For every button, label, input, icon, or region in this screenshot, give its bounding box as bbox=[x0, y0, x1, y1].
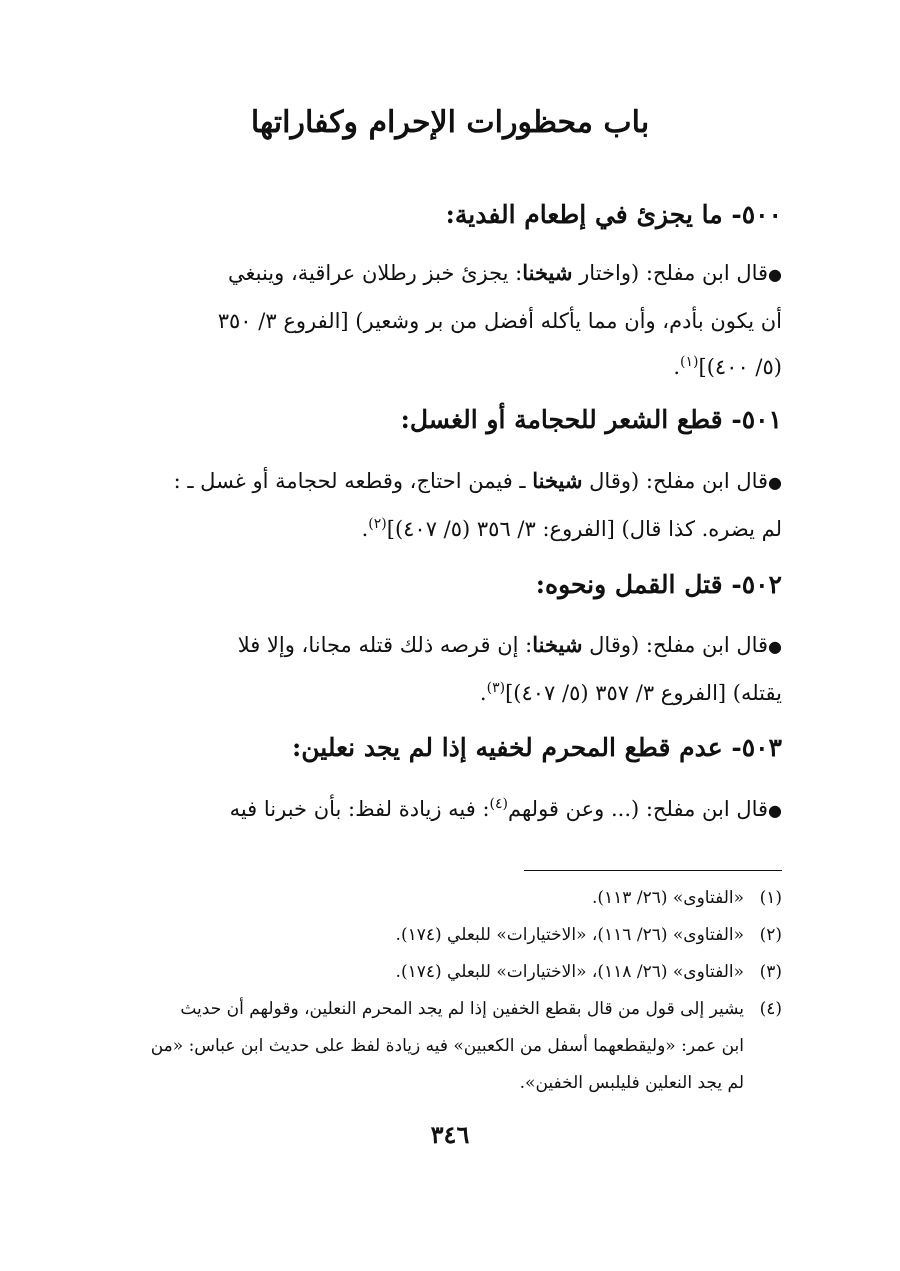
quote-text: : إن قرصه ذلك قتله مجانا، وإلا فلا bbox=[237, 633, 533, 657]
quote-text: : يجزئ خبز رطلان عراقية، وينبغي bbox=[228, 261, 523, 285]
footnote-1 bbox=[118, 880, 782, 917]
footnote-number: (٣) bbox=[759, 962, 782, 982]
paragraph-501 bbox=[118, 458, 782, 552]
paragraph-line: أن يكون بأدم، وأن مما يأكله أفضل من بر وشعير) [الفروع ٣/ ٣٥٠ bbox=[217, 309, 782, 333]
footnote-marker: (٤) bbox=[489, 796, 509, 812]
footnote-marker: (٢) bbox=[368, 516, 387, 532]
paragraph-line bbox=[118, 622, 782, 670]
quote-text: ـ فيمن احتاج، وقطعه لحجامة أو غسل ـ : bbox=[173, 469, 533, 493]
paragraph-line bbox=[118, 250, 782, 298]
paragraph-500 bbox=[118, 250, 782, 390]
footnote-marker: (١) bbox=[680, 354, 699, 370]
footnote-text: يشير إلى قول من قال بقطع الخفين إذا لم يجد المحرم النعلين، وقولهم أن حديث bbox=[180, 999, 744, 1019]
paragraph-line bbox=[118, 506, 782, 552]
bullet-icon: ● bbox=[768, 473, 782, 492]
shaikh-term: شيخنا bbox=[522, 260, 573, 285]
footnote-2 bbox=[118, 917, 782, 954]
bullet-icon: ● bbox=[768, 801, 782, 820]
paragraph-line bbox=[118, 670, 782, 716]
chapter-title: باب محظورات الإحرام وكفاراتها bbox=[250, 105, 650, 140]
footnote-text: «الفتاوى» (٢٦/ ١١٣). bbox=[591, 888, 744, 908]
footnote-text-continued: لم يجد النعلين فليلبس الخفين». bbox=[519, 1073, 744, 1093]
section-heading-503: ٥٠٣- عدم قطع المحرم لخفيه إذا لم يجد نعلين: bbox=[292, 733, 782, 762]
paragraph-502 bbox=[118, 622, 782, 716]
paragraph-line bbox=[118, 786, 782, 834]
footnote-number: (١) bbox=[759, 888, 782, 908]
reference-text: لم يضره. كذا قال) [الفروع: ٣/ ٣٥٦ (٥/ ٤٠٧)] bbox=[386, 517, 782, 541]
footnote-number: (٤) bbox=[759, 999, 782, 1019]
quote-intro: قال ابن مفلح: (واختار bbox=[572, 261, 769, 285]
bullet-icon: ● bbox=[768, 265, 782, 284]
footnote-text-continued: ابن عمر: «وليقطعهما أسفل من الكعبين» فيه زيادة لفظ على حديث ابن عباس: «من bbox=[150, 1036, 744, 1056]
sentence-end: . bbox=[673, 355, 681, 379]
quote-intro: قال ابن مفلح: (وقال bbox=[582, 469, 769, 493]
shaikh-term: شيخنا bbox=[532, 468, 583, 493]
footnote-text: «الفتاوى» (٢٦/ ١١٨)، «الاختيارات» للبعلي (١٧٤). bbox=[395, 962, 744, 982]
paragraph-503 bbox=[118, 786, 782, 834]
section-heading-500: ٥٠٠- ما يجزئ في إطعام الفدية: bbox=[445, 200, 782, 229]
quote-text: : فيه زيادة لفظ: بأن خبرنا فيه bbox=[229, 797, 490, 821]
bullet-icon: ● bbox=[768, 637, 782, 656]
section-heading-501: ٥٠١- قطع الشعر للحجامة أو الغسل: bbox=[400, 405, 782, 434]
quote-intro: قال ابن مفلح: (... وعن قولهم bbox=[508, 797, 769, 821]
footnote-text: «الفتاوى» (٢٦/ ١١٦)، «الاختيارات» للبعلي (١٧٤). bbox=[395, 925, 744, 945]
paragraph-line bbox=[118, 344, 782, 390]
footnote-4 bbox=[118, 991, 782, 1102]
footnote-3 bbox=[118, 954, 782, 991]
quote-intro: قال ابن مفلح: (وقال bbox=[582, 633, 769, 657]
reference-text: (٥/ ٤٠٠)] bbox=[698, 355, 782, 379]
paragraph-line bbox=[118, 458, 782, 506]
page-number: ٣٤٦ bbox=[430, 1120, 470, 1149]
footnotes bbox=[118, 880, 782, 1102]
footnote-separator bbox=[524, 870, 782, 871]
footnote-number: (٢) bbox=[759, 925, 782, 945]
reference-text: يقتله) [الفروع ٣/ ٣٥٧ (٥/ ٤٠٧)] bbox=[505, 681, 782, 705]
section-heading-502: ٥٠٢- قتل القمل ونحوه: bbox=[535, 570, 782, 599]
sentence-end: . bbox=[479, 681, 487, 705]
sentence-end: . bbox=[361, 517, 369, 541]
shaikh-term: شيخنا bbox=[532, 632, 583, 657]
footnote-marker: (٣) bbox=[486, 680, 506, 696]
